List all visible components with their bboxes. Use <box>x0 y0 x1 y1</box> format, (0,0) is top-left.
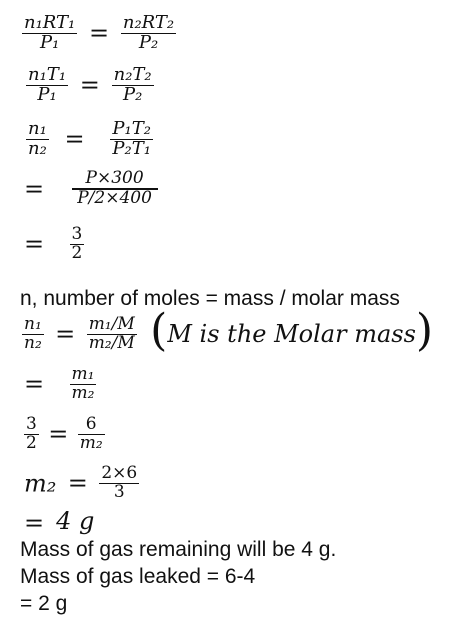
denominator: m₂ <box>71 382 95 403</box>
numerator: n₁RT₁ <box>24 12 76 33</box>
moles-definition-text: n, number of moles = mass / molar mass <box>20 287 400 310</box>
fraction-mass <box>70 366 97 403</box>
equation-answer <box>24 507 94 537</box>
fraction-lhs <box>22 14 77 53</box>
numerator: P×300 <box>72 170 158 190</box>
denominator: 3 <box>113 481 125 502</box>
numerator: 3 <box>71 224 83 244</box>
equals-sign: = <box>24 230 45 259</box>
fraction-substitution <box>72 170 158 208</box>
numerator: n₁ <box>28 118 47 139</box>
fraction-lhs <box>24 416 39 453</box>
equation-ideal-gas-ratio <box>22 14 176 53</box>
leaked-gas-result: = 2 g <box>20 592 68 615</box>
numerator: n₂RT₂ <box>122 12 175 33</box>
denominator: m₂/M <box>88 332 135 353</box>
numerator: 3 <box>26 414 37 434</box>
denominator: n₂ <box>28 137 47 159</box>
fraction-rhs <box>87 313 137 353</box>
numerator: m₁/M <box>88 313 135 334</box>
denominator: 2 <box>26 432 37 453</box>
equals-sign: = <box>48 420 69 449</box>
denominator: P₂T₁ <box>112 137 151 159</box>
open-parenthesis: ( <box>150 305 168 356</box>
fraction-rhs <box>99 465 139 502</box>
equals-sign: = <box>24 174 45 203</box>
numerator: m₁ <box>71 364 95 384</box>
m2-variable: m₂ <box>24 469 57 498</box>
fraction-lhs <box>26 66 68 105</box>
numerator: n₁T₁ <box>28 64 67 85</box>
denominator: P₂ <box>138 31 159 53</box>
equation-solve-m2 <box>24 465 139 502</box>
denominator: 2 <box>71 242 83 263</box>
close-parenthesis: ) <box>415 305 434 356</box>
equation-moles-ratio <box>26 120 153 159</box>
fraction-rhs <box>78 416 105 453</box>
equation-substitution <box>24 170 158 208</box>
denominator: P₂ <box>122 83 143 105</box>
equals-sign: = <box>24 370 45 399</box>
numerator: 6 <box>78 416 105 435</box>
fraction-lhs <box>22 313 44 353</box>
denominator: P/2×400 <box>77 187 152 208</box>
equation-ratio-result <box>24 226 84 263</box>
equation-temperature-ratio <box>26 66 154 105</box>
equals-sign: = <box>24 508 45 537</box>
equals-sign: = <box>79 71 100 100</box>
equation-mass-ratio <box>22 305 434 356</box>
numerator: n₂T₂ <box>113 64 152 85</box>
equation-proportion <box>24 416 105 453</box>
fraction-lhs <box>26 120 49 159</box>
numerator: 2×6 <box>101 463 138 483</box>
remaining-gas-text: Mass of gas remaining will be 4 g. <box>20 538 337 561</box>
numerator: P₁T₂ <box>112 118 151 139</box>
leaked-gas-text: Mass of gas leaked = 6-4 <box>20 565 256 588</box>
molar-mass-note: M is the Molar mass <box>167 320 416 348</box>
denominator: n₂ <box>24 332 42 353</box>
fraction-rhs <box>110 120 153 159</box>
answer-value: 4 g <box>56 507 95 535</box>
numerator: n₁ <box>24 313 42 334</box>
fraction-rhs <box>112 66 154 105</box>
equation-mass-simplified <box>24 366 96 403</box>
equals-sign: = <box>55 320 76 348</box>
denominator: m₂ <box>79 432 103 453</box>
denominator: P₁ <box>37 83 57 105</box>
fraction-result <box>70 226 85 263</box>
denominator: P₁ <box>39 31 60 53</box>
equals-sign: = <box>67 469 88 498</box>
fraction-rhs <box>121 14 176 53</box>
equals-sign: = <box>64 125 85 154</box>
equals-sign: = <box>89 19 110 48</box>
